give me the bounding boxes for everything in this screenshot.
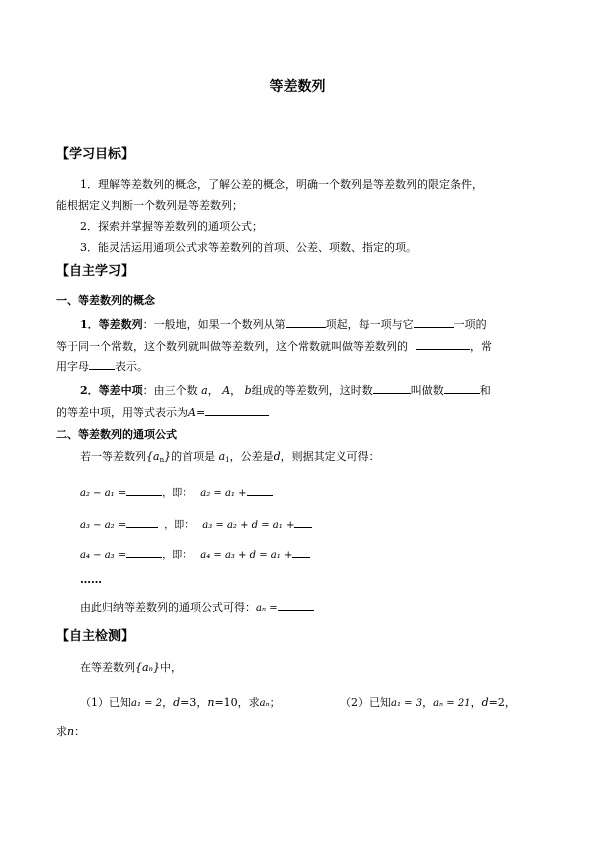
equation-lhs: a₃ − a₂ = (80, 520, 127, 531)
sequence-symbol: {a (146, 450, 160, 463)
question-text: =3， (180, 696, 208, 709)
equation-A: A= (188, 406, 206, 419)
blank-line[interactable] (278, 599, 314, 611)
question-math: n (67, 725, 75, 738)
blank-line[interactable] (205, 404, 269, 416)
definition-text: 一项的 (453, 318, 487, 331)
definition-text: 表示。 (115, 360, 148, 373)
blank-line[interactable] (416, 338, 470, 350)
formula-conclusion (80, 599, 314, 616)
equation-rhs: a₄ = a₃ + d = a₁ + (200, 550, 293, 561)
blank-line[interactable] (294, 516, 312, 528)
formula-intro-text: ，则据其定义可得： (280, 450, 380, 463)
sequence-symbol: } (164, 450, 172, 463)
blank-line[interactable] (126, 484, 162, 496)
question-text: ， (470, 696, 482, 709)
definition-text: 项起，每一项与它 (325, 318, 414, 331)
section-heading-self-check: 【自主检测】 (56, 629, 135, 644)
blank-line[interactable] (292, 546, 310, 558)
subscript: 1 (225, 456, 230, 464)
middle-term-text: 的等差中项，用等式表示为 (56, 406, 188, 419)
question-2 (340, 696, 516, 711)
blank-line[interactable] (89, 358, 115, 370)
equation-connector: ，即： (162, 550, 193, 561)
equation-lhs: a₄ − a₃ = (80, 550, 127, 561)
check-intro-text: 中， (160, 661, 183, 674)
question-math: d (481, 696, 489, 709)
middle-term-line2 (56, 404, 269, 420)
blank-line[interactable] (126, 516, 158, 528)
question-math: d (173, 696, 181, 709)
general-formula-lhs: aₙ = (256, 603, 278, 614)
blank-line[interactable] (247, 484, 273, 496)
definition-line1 (80, 316, 487, 332)
middle-term-text: 和 (479, 384, 491, 397)
equation-row-3 (80, 546, 310, 563)
question-text: 求 (56, 725, 67, 738)
question-text: ， (422, 696, 434, 709)
middle-term-text: 组成的等差数列，这时数 (251, 384, 373, 397)
formula-intro-text: 若一等差数列 (80, 450, 146, 463)
definition-text: ，常 (470, 340, 492, 353)
equation-rhs: a₂ = a₁ + (200, 488, 247, 499)
goal-2: 2．探索并掌握等差数列的通项公式； (80, 220, 263, 233)
first-term-symbol: a (218, 450, 226, 463)
common-difference-symbol: d (273, 450, 281, 463)
middle-term-line1 (80, 382, 491, 398)
equation-lhs: a₂ − a₁ = (80, 488, 127, 499)
formula-intro (80, 450, 380, 467)
question-text: ， (162, 696, 174, 709)
question-text: =10，求 (214, 696, 260, 709)
goal-1-line1: 1．理解等差数列的概念，了解公差的概念，明确一个数列是等差数列的限定条件， (80, 178, 483, 191)
page-title: 等差数列 (269, 79, 326, 95)
blank-line[interactable] (126, 546, 162, 558)
middle-term-text: 叫做数 (410, 384, 444, 397)
check-intro (80, 661, 182, 675)
middle-term-text: ：由三个数 (142, 384, 198, 397)
definition-label: 1．等差数列 (80, 318, 143, 331)
subscript: n (159, 456, 165, 464)
equation-connector: ，即： (164, 520, 195, 531)
var-b: b (244, 384, 252, 397)
question-math: n (207, 696, 215, 709)
question-text: =2， (488, 696, 516, 709)
ellipsis: …… (80, 573, 102, 586)
formula-intro-text: 的首项是 (171, 450, 216, 463)
section-heading-goals: 【学习目标】 (56, 147, 135, 162)
blank-line[interactable] (414, 316, 454, 328)
equation-rhs: a₃ = a₂ + d = a₁ + (202, 520, 295, 531)
definition-text: 等于同一个常数，这个数列就叫做等差数列，这个常数就叫做等差数列的 (56, 340, 408, 353)
question-text: （2）已知 (340, 696, 391, 709)
definition-line2 (56, 338, 492, 354)
subheading-general-formula: 二、等差数列的通项公式 (56, 428, 177, 441)
var-A: A (222, 384, 231, 397)
question-math: a₁ = 2 (131, 698, 163, 709)
formula-conclusion-text: 由此归纳等差数列的通项公式可得： (80, 601, 256, 614)
definition-line3 (56, 358, 148, 374)
goal-1-line2: 能根据定义判断一个数列是等差数列； (56, 199, 243, 212)
question-math: a₁ = 3 (391, 698, 423, 709)
subheading-concept: 一、等差数列的概念 (56, 294, 155, 307)
definition-text: 用字母 (56, 360, 89, 373)
separator: ， (230, 384, 242, 397)
var-a: a (201, 384, 208, 397)
section-heading-self-study: 【自主学习】 (56, 264, 135, 279)
question-math: aₙ (259, 698, 270, 709)
blank-line[interactable] (444, 382, 480, 394)
blank-line[interactable] (373, 382, 411, 394)
question-text: （1）已知 (80, 696, 131, 709)
goal-3: 3．能灵活运用通项公式求等差数列的首项、公差、项数、指定的项。 (80, 241, 417, 254)
equation-row-2 (80, 516, 312, 533)
definition-text: ：一般地，如果一个数列从第 (142, 318, 286, 331)
question-math: aₙ = 21 (433, 698, 471, 709)
question-text: ： (74, 725, 86, 738)
formula-intro-text: ，公差是 (229, 450, 274, 463)
equation-row-1 (80, 484, 273, 501)
separator: ， (207, 384, 219, 397)
question-2-continued (56, 725, 85, 739)
check-intro-text: 在等差数列 (80, 661, 135, 674)
blank-line[interactable] (286, 316, 326, 328)
question-1 (80, 696, 281, 711)
sequence-symbol: {aₙ} (135, 661, 161, 674)
question-text: ； (269, 696, 281, 709)
equation-connector: ，即： (162, 488, 193, 499)
middle-term-label: 2．等差中项 (80, 384, 143, 397)
